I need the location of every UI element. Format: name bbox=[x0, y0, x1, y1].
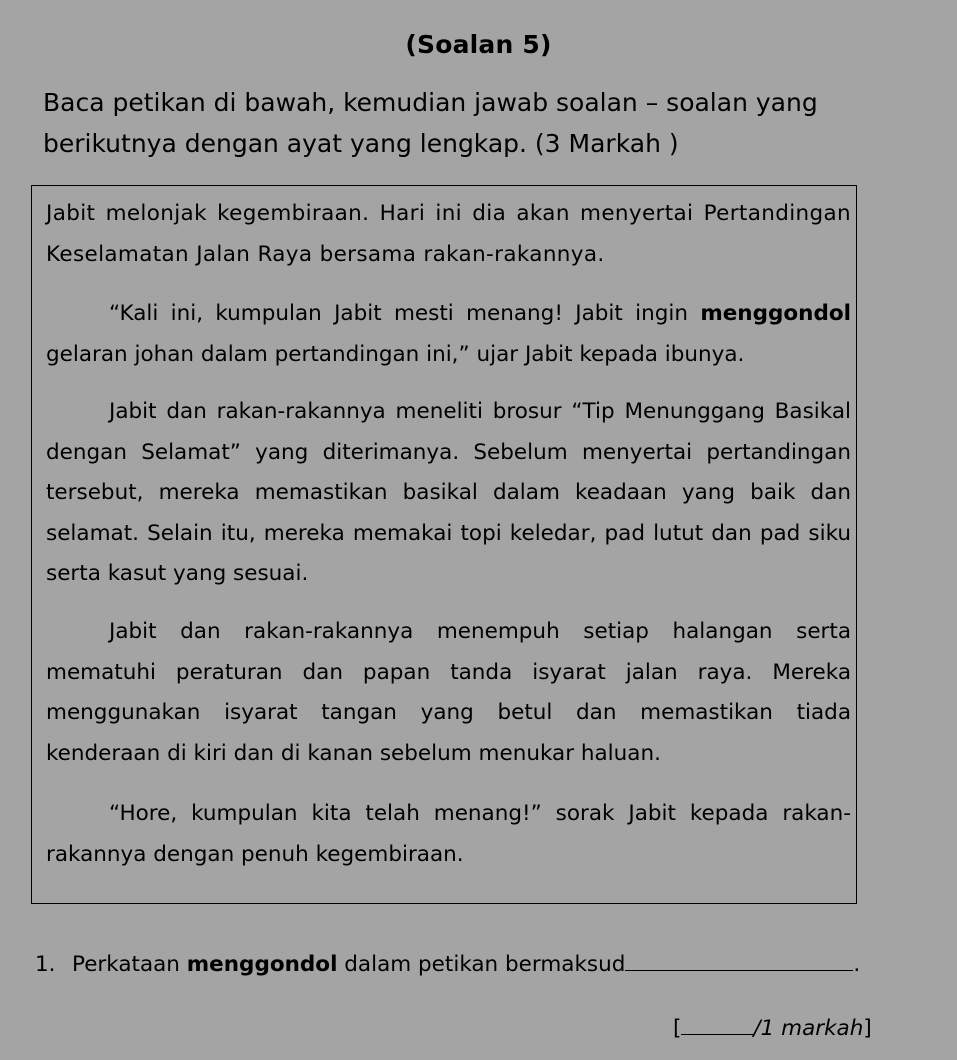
question-1 bbox=[35, 948, 860, 977]
marks-close-bracket: ] bbox=[863, 1016, 872, 1041]
question-text-end: dalam petikan bermaksud bbox=[337, 952, 626, 977]
marks-box bbox=[673, 1014, 872, 1041]
passage-paragraph-1: Jabit melonjak kegembiraan. Hari ini dia akan menyertai Pertandingan Keselamatan Jalan Raya bersama rakan-rakannya. bbox=[46, 201, 851, 267]
answer-blank[interactable] bbox=[625, 948, 853, 971]
marks-label: /1 markah bbox=[753, 1016, 864, 1041]
question-text-start: Perkataan bbox=[72, 952, 187, 977]
highlighted-word: menggondol bbox=[700, 301, 851, 326]
paragraph-2-start: “Kali ini, kumpulan Jabit mesti menang! Jabit ingin bbox=[109, 301, 701, 326]
instruction-text: Baca petikan di bawah, kemudian jawab soalan – soalan yang berikutnya dengan ayat yang lengkap. (3 Markah ) bbox=[43, 88, 818, 158]
passage-paragraph-2 bbox=[46, 294, 851, 375]
passage-paragraph-3: Jabit dan rakan-rakannya meneliti brosur “Tip Menunggang Basikal dengan Selamat” yang diterimanya. Sebelum menyertai pertandingan tersebut, mereka memastikan basikal dalam keadaan yang baik dan selamat. Selain itu, mereka memakai topi keledar, pad lutut dan pad siku serta kasut yang sesuai. bbox=[46, 399, 851, 586]
question-number: 1. bbox=[35, 952, 56, 977]
marks-blank[interactable] bbox=[681, 1014, 753, 1035]
passage-box bbox=[31, 185, 857, 904]
passage-paragraph-4: Jabit dan rakan-rakannya menempuh setiap halangan serta mematuhi peraturan dan papan tanda isyarat jalan raya. Mereka menggunakan isyarat tangan yang betul dan memastikan tiada kenderaan di kiri dan di kanan sebelum menukar haluan. bbox=[46, 619, 851, 766]
marks-open-bracket: [ bbox=[673, 1016, 682, 1041]
question-keyword: menggondol bbox=[186, 952, 338, 977]
paragraph-2-end: gelaran johan dalam pertandingan ini,” ujar Jabit kepada ibunya. bbox=[46, 341, 745, 367]
question-title: (Soalan 5) bbox=[405, 30, 552, 59]
question-period: . bbox=[853, 952, 861, 977]
passage-paragraph-5: “Hore, kumpulan kita telah menang!” sorak Jabit kepada rakan-rakannya dengan penuh kegembiraan. bbox=[46, 801, 851, 867]
